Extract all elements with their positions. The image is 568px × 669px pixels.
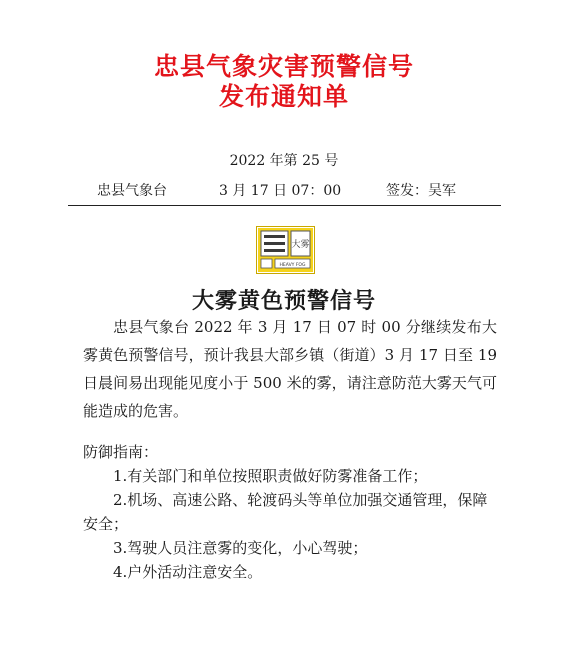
icon-bottom-text: HEAVY FOG xyxy=(279,263,306,268)
header-divider xyxy=(68,205,501,206)
warning-paragraph: 忠县气象台 2022 年 3 月 17 日 07 时 00 分继续发布大雾黄色预警信号，预计我县大部乡镇（街道）3 月 17 日至 19 日晨间易出现能见度小于 500 米的雾，请注意防范大雾天气可能造成的危害。 xyxy=(83,318,497,420)
issue-time: 3 月 17 日 07：00 xyxy=(219,183,342,199)
list-item: 4.户外活动注意安全。 xyxy=(113,563,263,581)
document-title-line-2: 发布通知单 xyxy=(218,82,349,111)
signer: 签发：吴军 xyxy=(386,183,456,199)
issuer: 忠县气象台 xyxy=(97,183,167,199)
guide-list xyxy=(83,464,497,584)
list-item: 2.机场、高速公路、轮渡码头等单位加强交通管理，保障安全； xyxy=(83,491,488,533)
document-number: 2022 年第 25 号 xyxy=(229,153,339,169)
guide-title: 防御指南： xyxy=(83,443,159,461)
list-item: 1.有关部门和单位按照职责做好防雾准备工作； xyxy=(113,467,428,485)
icon-top-text: 大雾 xyxy=(291,240,310,250)
heavy-fog-yellow-warning-icon xyxy=(256,226,315,274)
document-title-line-1: 忠县气象灾害预警信号 xyxy=(153,52,414,81)
signal-heading: 大雾黄色预警信号 xyxy=(191,288,376,314)
list-item: 3.驾驶人员注意雾的变化，小心驾驶； xyxy=(113,539,368,557)
